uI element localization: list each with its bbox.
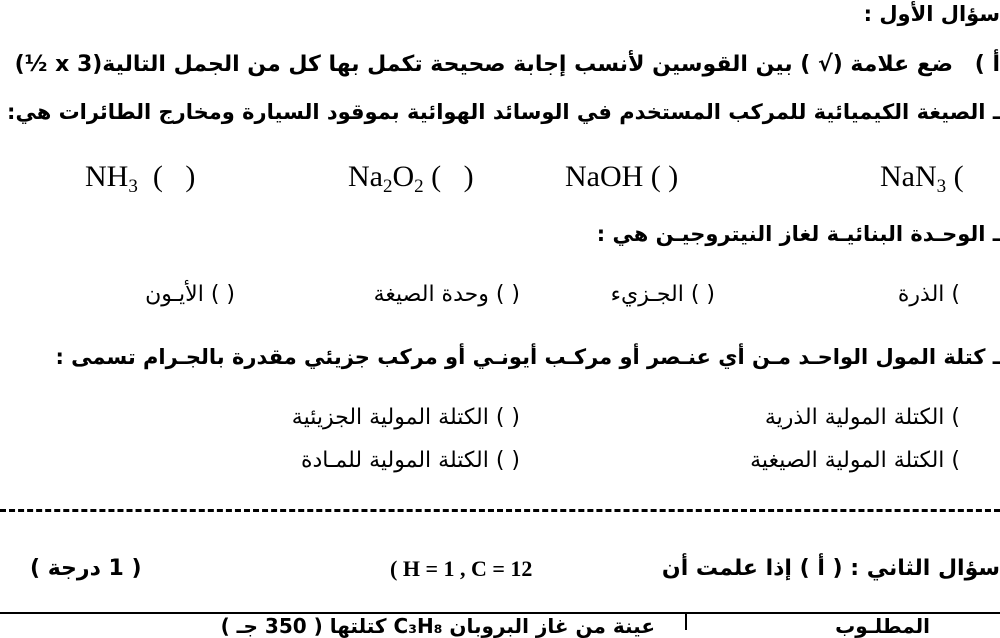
option-formula-molar-mass[interactable]: ) الكتلة المولية الصيغية [750,448,960,473]
question1-instruction [15,52,1000,77]
option-formula-unit[interactable]: ( ) وحدة الصيغة [373,282,520,307]
question2-title: سؤال الثاني : ( أ ) إذا علمت أن [661,556,1000,581]
item3-question: ـ كتلة المول الواحـد مـن أي عنـصر أو مركـب أيونـي أو مركب جزيئي مقدرة بالجـرام تسمى : [55,345,1000,369]
section-divider [0,509,1000,512]
option-ion[interactable]: ( ) الأيـون [145,282,235,307]
option-nh3[interactable]: $NH_3$ ( ) [85,160,196,197]
table-column-divider [685,612,687,630]
option-molecule[interactable]: ( ) الجـزيء [610,282,715,307]
table-col-required: المطلـوب [835,614,930,638]
option-naoh[interactable]: NaOH ( ) [565,160,679,193]
option-nan3[interactable]: NaN$_3$ ( [880,160,964,197]
option-na2o2[interactable]: $Na_2O_2$ ( ) [348,160,474,197]
question1-title: سؤال الأول : [863,2,1000,26]
option-substance-molar-mass[interactable]: ( ) الكتلة المولية للمـادة [300,448,520,473]
item1-question: ـ الصيغة الكيميائية للمركب المستخدم في الوسائد الهوائية بموقود السيارة ومخارج الطائرات هي: [7,100,1000,124]
option-molecular-molar-mass[interactable]: ( ) الكتلة المولية الجزيئية [291,405,520,430]
instruction-letter: أ ) [974,52,1000,77]
option-atom[interactable]: ) الذرة [897,282,960,307]
instruction-text: ضع علامة (√ ) بين القوسين لأنسب إجابة صحيحة تكمل بها كل من الجمل التالية(3 x ½) [14,52,954,77]
table-col-sample: عينة من غاز البروبان C₃H₈ كتلتها ( 350 جـ ) [220,614,655,638]
item2-question: ـ الوحـدة البنائيـة لغاز النيتروجيـن هي : [596,222,1000,246]
question2-grade: ( 1 درجة ) [30,556,142,581]
option-atomic-molar-mass[interactable]: ) الكتلة المولية الذرية [764,405,960,430]
question2-given-values: ( H = 1 , C = 12 [390,556,533,581]
